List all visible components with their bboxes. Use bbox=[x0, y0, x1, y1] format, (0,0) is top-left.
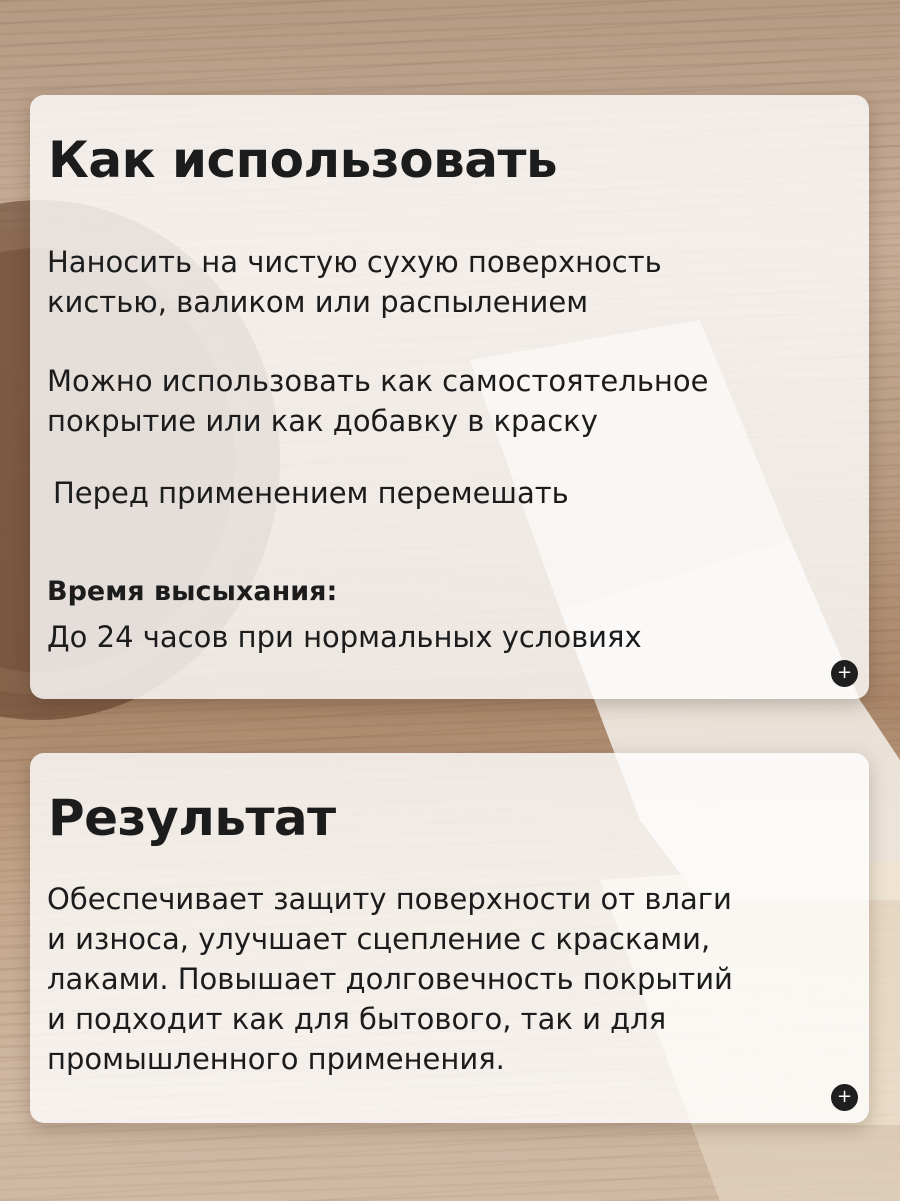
usage-paragraph-standalone-line2: покрытие или как добавку в краску bbox=[47, 404, 598, 438]
result-expand-button[interactable]: + bbox=[831, 1084, 858, 1111]
usage-paragraph-apply bbox=[47, 242, 662, 322]
result-line4: и подходит как для бытового, так и для bbox=[47, 1002, 667, 1036]
usage-paragraph-apply-line2: кистью, валиком или распылением bbox=[47, 285, 589, 319]
usage-title: Как использовать bbox=[48, 131, 558, 189]
usage-paragraph-standalone bbox=[47, 361, 708, 441]
result-paragraph bbox=[47, 879, 857, 1079]
result-line1: Обеспечивает защиту поверхности от влаги bbox=[47, 882, 732, 916]
usage-expand-button[interactable]: + bbox=[831, 660, 858, 687]
usage-card bbox=[30, 95, 869, 699]
result-line2: и износа, улучшает сцепление с красками, bbox=[47, 922, 711, 956]
result-line3: лаками. Повышает долговечность покрытий bbox=[47, 962, 733, 996]
result-title: Результат bbox=[48, 789, 336, 847]
result-card bbox=[30, 753, 869, 1123]
drying-time-value: До 24 часов при нормальных условиях bbox=[47, 620, 642, 654]
usage-paragraph-apply-line1: Наносить на чистую сухую поверхность bbox=[47, 245, 662, 279]
result-line5: промышленного применения. bbox=[47, 1042, 505, 1076]
usage-paragraph-standalone-line1: Можно использовать как самостоятельное bbox=[47, 364, 709, 398]
usage-paragraph-mix: Перед применением перемешать bbox=[53, 476, 569, 510]
drying-time-label: Время высыхания: bbox=[47, 576, 338, 607]
